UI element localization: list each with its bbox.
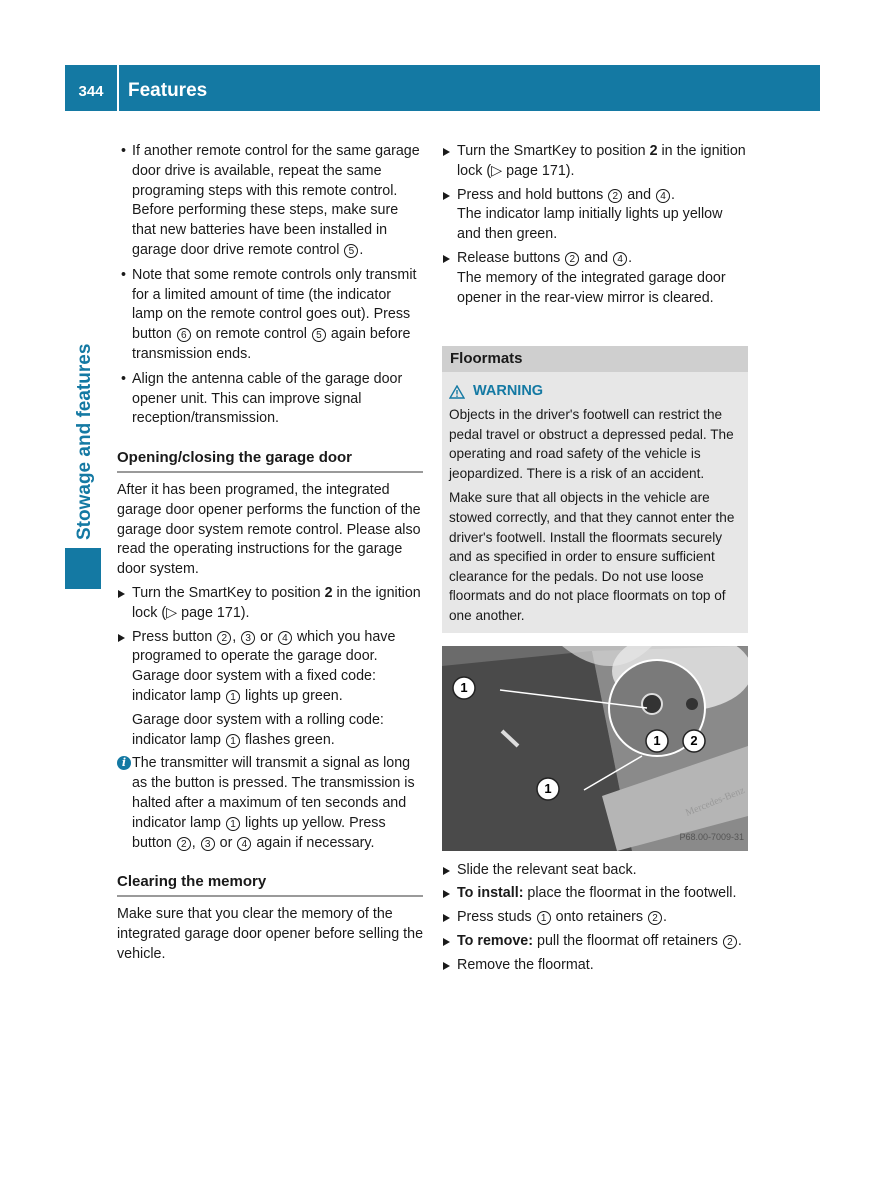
svg-text:Mercedes-Benz: Mercedes-Benz [684, 784, 747, 819]
svg-text:1: 1 [460, 679, 468, 695]
warning-box [442, 372, 748, 632]
svg-text:1: 1 [653, 732, 661, 748]
step-item: Turn the SmartKey to position 2 in the ignition lock (▷ page 171). [117, 584, 423, 624]
section-heading-opening: Opening/closing the garage door [117, 448, 423, 473]
step-item: Turn the SmartKey to position 2 in the ignition lock (▷ page 171). [442, 142, 748, 182]
left-column [117, 142, 423, 968]
paragraph: Make sure that you clear the memory of the integrated garage door opener before selling the vehicle. [117, 906, 424, 962]
svg-text:1: 1 [544, 780, 552, 796]
step-item: To remove: pull the floormat off retainers 2 . [442, 932, 748, 952]
step-item: Slide the relevant seat back. [442, 861, 748, 881]
section-heading-clearing: Clearing the memory [117, 872, 423, 897]
step-item: Release buttons 2 and 4 . The memory of the integrated garage door opener in the rear-view mirror is cleared. [442, 249, 748, 308]
right-column [442, 142, 748, 979]
warning-text: Make sure that all objects in the vehicle are stowed correctly, and that they cannot enter the driver's footwell. Install the floormats securely and as specified in order to ensure sufficient clearance for the pedals. Do not use loose floormats and do not place floormats on top of one another. [449, 490, 735, 623]
info-note: i The transmitter will transmit a signal as long as the button is pressed. The transmission is halted after a maximum of ten seconds and indicator lamp 1 lights up yellow. Press button 2 , 3 or 4 again if necessary. [117, 754, 423, 853]
list-item: • Note that some remote controls only transmit for a limited amount of time (the indicator lamp on the remote control goes out). Press button 6 on remote control 5 again before transmission ends. [117, 266, 423, 365]
page-title: Features [128, 80, 208, 101]
step-item: Remove the floormat. [442, 956, 748, 976]
step-item: Press button 2 , 3 or 4 which you have programed to operate the garage door. Garage door system with a fixed code: indicator lamp 1 lights up green. [117, 628, 423, 707]
list-item: • If another remote control for the same garage door drive is available, repeat the same programing steps with this remote control. Before performing these steps, make sure that new batteries have been installed in garage door drive remote control 5 . [117, 142, 423, 261]
warning-heading: WARNING [449, 382, 741, 402]
paragraph: After it has been programed, the integrated garage door opener performs the function of the garage door system remote control. Please also read the operating instructions for the garage door system. [117, 481, 421, 578]
header-divider [117, 65, 119, 111]
step-item: Press studs 1 onto retainers 2 . [442, 908, 748, 928]
floormat-figure [442, 646, 748, 851]
page-header [65, 65, 820, 111]
step-note: Garage door system with a rolling code: indicator lamp 1 flashes green. [132, 711, 384, 748]
side-tab-marker [65, 548, 101, 589]
step-item: To install: place the floormat in the footwell. [442, 884, 748, 904]
floormat-steps [442, 861, 748, 976]
side-tab-label: Stowage and features [74, 343, 95, 540]
step-item: Press and hold buttons 2 and 4 . The indicator lamp initially lights up yellow and then green. [442, 186, 748, 245]
info-icon: i [117, 756, 131, 770]
warning-triangle-icon [449, 385, 465, 399]
section-title-floormats: Floormats [442, 346, 748, 372]
warning-text: Objects in the driver's footwell can restrict the pedal travel or obstruct a depressed pedal. The operating and road safety of the vehicle is jeopardized. There is a risk of an accident. [449, 406, 734, 481]
page-number: 344 [78, 82, 104, 100]
floormat-illustration [442, 646, 748, 851]
list-item: • Align the antenna cable of the garage door opener unit. This can improve signal reception/transmission. [117, 370, 423, 429]
svg-text:2: 2 [690, 732, 698, 748]
figure-caption: P68.00-7009-31 [679, 831, 744, 842]
